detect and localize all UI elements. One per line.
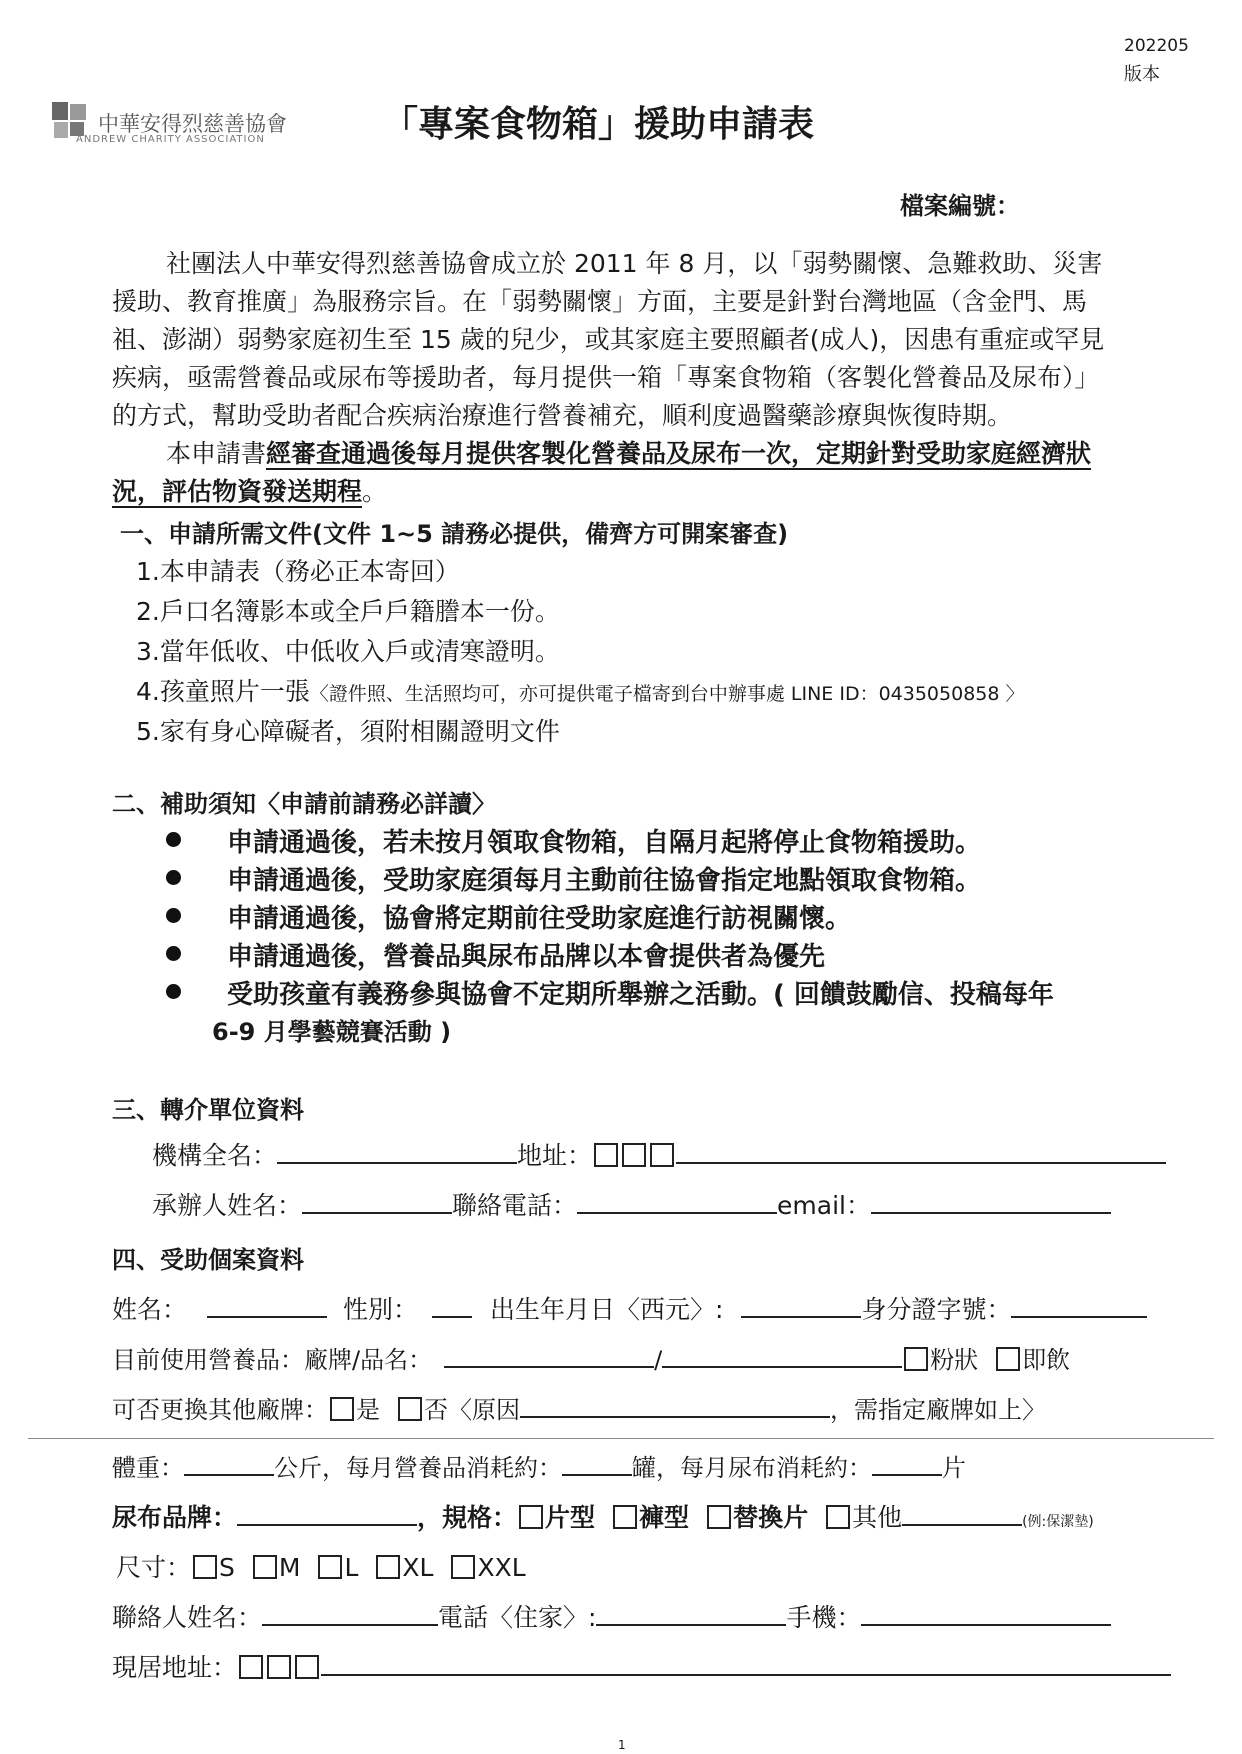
org-row: [152, 1136, 1166, 1172]
zip-box-2[interactable]: [622, 1143, 646, 1167]
residence-field[interactable]: [321, 1648, 1171, 1676]
res-zip-box-2[interactable]: [267, 1655, 291, 1679]
logo-text-en: ANDREW CHARITY ASSOCIATION: [76, 134, 265, 145]
doc-item-4-label: 4.孩童照片一張: [136, 677, 310, 706]
divider: [28, 1438, 1214, 1439]
bullet-icon: [166, 870, 181, 885]
contact-person-row: [112, 1598, 1111, 1634]
drink-checkbox[interactable]: [996, 1347, 1020, 1371]
size-row: [116, 1548, 526, 1584]
diaper-row: [112, 1498, 1094, 1534]
formula-label: 目前使用營養品：廠牌/品名：: [112, 1346, 433, 1374]
zip-box-1[interactable]: [594, 1143, 618, 1167]
intro-p2-line-1: [166, 434, 1091, 470]
contact-name-label: 聯絡人姓名：: [112, 1603, 263, 1632]
formula-product-field[interactable]: [662, 1340, 902, 1368]
org-name-field[interactable]: [277, 1136, 517, 1164]
org-email-label: email：: [777, 1191, 871, 1220]
size-option-xxl: XXL: [477, 1553, 526, 1582]
size-option-xl: XL: [402, 1553, 434, 1582]
spec-example: (例:保潔墊): [1022, 1514, 1094, 1530]
org-name-label: 機構全名：: [152, 1141, 278, 1170]
spec-option-3: 替換片: [733, 1503, 809, 1532]
notice-4: [166, 936, 825, 973]
powder-checkbox[interactable]: [904, 1347, 928, 1371]
no-label: 否〈原因: [424, 1396, 520, 1424]
size-checkbox-l[interactable]: [318, 1555, 342, 1579]
formula-brand-field[interactable]: [444, 1340, 654, 1368]
can-label: 罐，每月尿布消耗約：: [632, 1454, 872, 1482]
version-label: 版本: [1124, 64, 1160, 85]
weight-field[interactable]: [184, 1448, 274, 1476]
intro-p2-line-2: [112, 472, 387, 508]
id-label: 身分證字號：: [861, 1295, 1012, 1324]
spec-option-4: 其他: [852, 1503, 903, 1532]
weight-label: 體重：: [112, 1454, 184, 1482]
bullet-icon: [166, 908, 181, 923]
size-label: 尺寸：: [116, 1553, 192, 1582]
dob-label: 出生年月日〈西元〉:: [490, 1295, 724, 1324]
home-phone-label: 電話〈住家〉:: [438, 1603, 597, 1632]
org-address-field[interactable]: [676, 1136, 1166, 1164]
size-checkbox-m[interactable]: [253, 1555, 277, 1579]
doc-item-3: 3.當年低收、中低收入戶或清寒證明。: [136, 637, 560, 666]
doc-item-1: 1.本申請表（務必正本寄回）: [136, 557, 460, 586]
reason-field[interactable]: [520, 1390, 830, 1418]
spec-checkbox-4[interactable]: [826, 1505, 850, 1529]
doc-item-5: 5.家有身心障礙者，須附相關證明文件: [136, 717, 560, 746]
drink-label: 即飲: [1022, 1346, 1071, 1374]
intro-line-1: 社團法人中華安得烈慈善協會成立於 2011 年 8 月，以「弱勢關懷、急難救助、災害: [166, 249, 1103, 278]
gender-field[interactable]: [432, 1290, 472, 1318]
version-code: 202205: [1124, 36, 1189, 56]
id-field[interactable]: [1011, 1290, 1147, 1318]
doc-item-4: [136, 672, 1025, 708]
intro-p2-prefix: 本申請書: [166, 439, 267, 468]
intro-p2-emphasis-1: 經審查通過後每月提供客製化營養品及尿布一次，定期針對受助家庭經濟狀: [266, 439, 1092, 468]
spec-label: ，規格：: [417, 1503, 518, 1532]
contact-person-field[interactable]: [302, 1186, 452, 1214]
notice-1: [166, 822, 981, 859]
notice-5-continued: 6-9 月學藝競賽活動 ): [212, 1018, 452, 1046]
res-zip-box-1[interactable]: [239, 1655, 263, 1679]
dob-field[interactable]: [741, 1290, 861, 1318]
section3-heading: 三、轉介單位資料: [112, 1096, 304, 1124]
notice-5-text: 受助孩童有義務參與協會不定期所舉辦之活動。( 回饋鼓勵信、投稿每年: [227, 980, 1054, 1010]
org-phone-field[interactable]: [577, 1186, 777, 1214]
spec-option-1: 片型: [545, 1503, 596, 1532]
spec-option-2: 褲型: [639, 1503, 690, 1532]
formula-consumption-field[interactable]: [562, 1448, 632, 1476]
spec-checkbox-2[interactable]: [613, 1505, 637, 1529]
consumption-row: [112, 1448, 966, 1483]
bullet-icon: [166, 984, 181, 999]
switch-suffix: ，需指定廠牌如上〉: [830, 1396, 1046, 1424]
diaper-brand-label: 尿布品牌：: [112, 1503, 238, 1532]
page-number: 1: [618, 1738, 626, 1752]
intro-p2-emphasis-2: 況，評估物資發送期程: [112, 477, 363, 506]
page-title: 「專案食物箱」援助申請表: [382, 104, 815, 145]
name-field[interactable]: [207, 1290, 327, 1318]
intro-line-5: 的方式，幫助受助者配合疾病治療進行營養補充，順利度過醫藥診療與恢復時期。: [112, 401, 1013, 430]
zip-box-3[interactable]: [650, 1143, 674, 1167]
name-label: 姓名：: [112, 1295, 188, 1324]
size-checkbox-s[interactable]: [193, 1555, 217, 1579]
piece-label: 片: [942, 1454, 966, 1482]
mobile-label: 手機：: [786, 1603, 862, 1632]
org-phone-label: 聯絡電話：: [452, 1191, 578, 1220]
section4-heading: 四、受助個案資料: [112, 1246, 304, 1274]
logo-text-cn: 中華安得烈慈善協會: [98, 112, 287, 136]
notice-2-text: 申請通過後，受助家庭須每月主動前往協會指定地點領取食物箱。: [227, 866, 982, 896]
notice-3: [166, 898, 851, 935]
personal-row: [112, 1290, 1147, 1326]
home-phone-field[interactable]: [596, 1598, 786, 1626]
switch-row: [112, 1390, 1046, 1425]
res-zip-box-3[interactable]: [295, 1655, 319, 1679]
contact-person-label: 承辦人姓名：: [152, 1191, 303, 1220]
file-number-label: 檔案編號：: [900, 192, 1020, 220]
switch-label: 可否更換其他廠牌：: [112, 1396, 328, 1424]
size-option-m: M: [278, 1553, 301, 1582]
mobile-field[interactable]: [861, 1598, 1111, 1626]
size-option-l: L: [344, 1553, 359, 1582]
bullet-icon: [166, 832, 181, 847]
no-checkbox[interactable]: [398, 1397, 422, 1421]
doc-item-4-note: 〈證件照、生活照均可，亦可提供電子檔寄到台中辦事處 LINE ID：0435050858 〉: [309, 683, 1025, 705]
notice-3-text: 申請通過後，協會將定期前往受助家庭進行訪視關懷。: [227, 904, 852, 934]
notice-1-text: 申請通過後，若未按月領取食物箱，自隔月起將停止食物箱援助。: [227, 828, 982, 858]
kg-label: 公斤，每月營養品消耗約：: [274, 1454, 562, 1482]
contact-name-field[interactable]: [262, 1598, 438, 1626]
org-email-field[interactable]: [871, 1186, 1111, 1214]
powder-label: 粉狀: [930, 1346, 979, 1374]
spec-other-field[interactable]: [902, 1498, 1022, 1526]
section2-heading: 二、補助須知〈申請前請務必詳讀〉: [112, 790, 496, 818]
contact-row: [152, 1186, 1111, 1222]
intro-line-2: 援助、教育推廣」為服務宗旨。在「弱勢關懷」方面，主要是針對台灣地區（含金門、馬: [112, 287, 1088, 316]
section1-heading: 一、申請所需文件(文件 1~5 請務必提供，備齊方可開案審查): [120, 520, 789, 548]
notice-2: [166, 860, 981, 897]
intro-line-3: 祖、澎湖）弱勢家庭初生至 15 歲的兒少，或其家庭主要照顧者(成人)，因患有重症或罕見: [112, 325, 1105, 354]
doc-item-2: 2.戶口名簿影本或全戶戶籍謄本一份。: [136, 597, 560, 626]
residence-label: 現居地址：: [112, 1653, 238, 1682]
diaper-brand-field[interactable]: [237, 1498, 417, 1526]
spec-checkbox-1[interactable]: [519, 1505, 543, 1529]
diaper-consumption-field[interactable]: [872, 1448, 942, 1476]
notice-4-text: 申請通過後，營養品與尿布品牌以本會提供者為優先: [227, 942, 826, 972]
residence-row: [112, 1648, 1171, 1684]
org-address-label: 地址：: [517, 1141, 593, 1170]
formula-slash: /: [654, 1346, 663, 1374]
yes-label: 是: [356, 1396, 380, 1424]
size-checkbox-xxl[interactable]: [451, 1555, 475, 1579]
gender-label: 性別：: [343, 1295, 419, 1324]
notice-5: [166, 974, 1054, 1011]
intro-p2-suffix: 。: [362, 477, 388, 506]
intro-line-4: 疾病，亟需營養品或尿布等援助者，每月提供一箱「專案食物箱（客製化營養品及尿布）」: [112, 363, 1100, 392]
formula-row: [112, 1340, 1070, 1375]
spec-checkbox-3[interactable]: [707, 1505, 731, 1529]
size-option-s: S: [219, 1553, 235, 1582]
yes-checkbox[interactable]: [330, 1397, 354, 1421]
bullet-icon: [166, 946, 181, 961]
size-checkbox-xl[interactable]: [376, 1555, 400, 1579]
